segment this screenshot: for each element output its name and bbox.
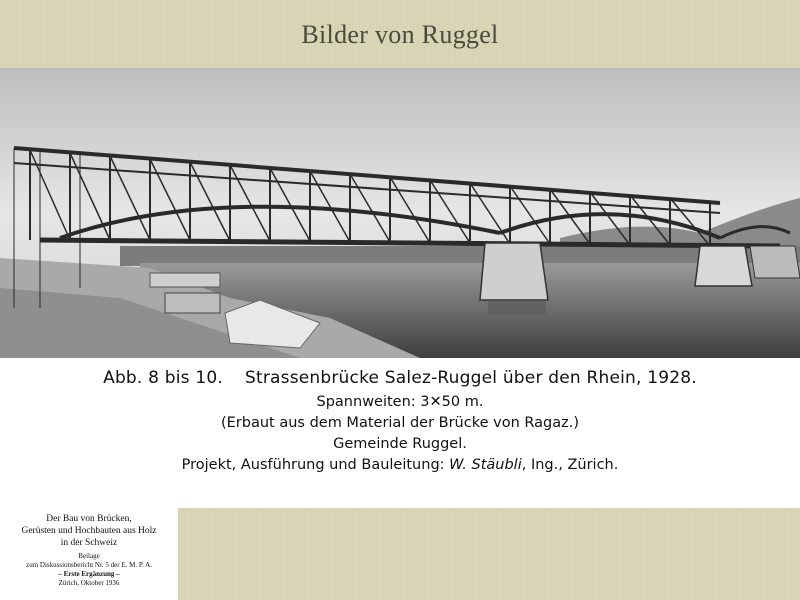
caption-material-note: (Erbaut aus dem Material der Brücke von Ragaz.) bbox=[220, 415, 579, 431]
booklet-title-2: Gerüsten und Hochbauten aus Holz bbox=[21, 526, 157, 536]
booklet-title-1: Der Bau von Brücken, bbox=[46, 514, 132, 524]
document-plate bbox=[0, 68, 800, 508]
caption-credits bbox=[0, 455, 800, 476]
booklet-title-3: in der Schweiz bbox=[60, 538, 118, 548]
booklet-sub-4: Zürich, Oktober 1936 bbox=[58, 579, 120, 587]
figure-caption bbox=[0, 368, 800, 476]
caption-spans: Spannweiten: 3✕50 m. bbox=[316, 394, 484, 410]
bridge-photo bbox=[0, 68, 800, 358]
booklet-sub-2: zum Diskussionsbericht Nr. 5 der E. M. P. A. bbox=[26, 561, 152, 569]
booklet-sub-1: Beilage bbox=[78, 552, 100, 560]
bridge-photo-illustration bbox=[0, 68, 800, 358]
booklet-sub-3: – Erste Ergänzung – bbox=[58, 570, 120, 578]
caption-municipality: Gemeinde Ruggel. bbox=[333, 436, 467, 452]
caption-heading-row bbox=[0, 368, 800, 388]
credits-engineer: W. Stäubli bbox=[449, 457, 522, 473]
credits-suffix: , Ing., Zürich. bbox=[521, 457, 619, 473]
credits-prefix: Projekt, Ausführung und Bauleitung: bbox=[181, 457, 445, 473]
slide-title: Bilder von Ruggel bbox=[301, 20, 499, 49]
caption-heading: Strassenbrücke Salez-Ruggel über den Rhein, 1928. bbox=[244, 368, 697, 388]
source-booklet-label bbox=[0, 508, 178, 600]
figure-reference: Abb. 8 bis 10. bbox=[103, 368, 223, 388]
